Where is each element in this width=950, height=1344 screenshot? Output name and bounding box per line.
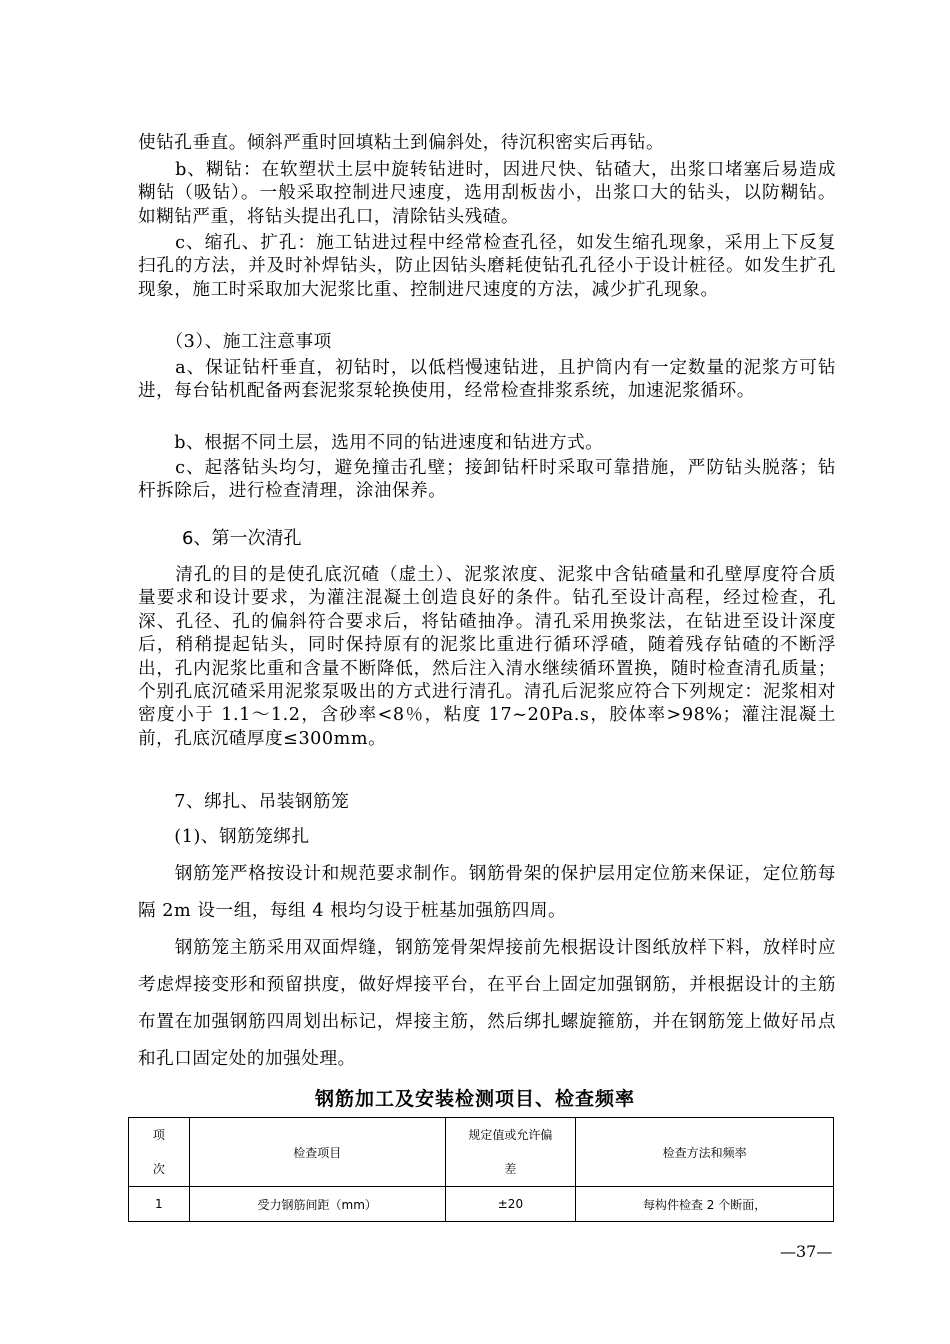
paragraph-6: b、根据不同土层，选用不同的钻进速度和钻进方式。	[138, 433, 604, 453]
header-method: 检查方法和频率	[576, 1118, 834, 1187]
section-7-heading: 7、绑扎、吊装钢筋笼	[138, 792, 350, 812]
inspection-table	[128, 1117, 834, 1222]
header-item-number-top: 项	[152, 1128, 165, 1142]
paragraph-7: c、起落钻头均匀，避免撞击孔壁；接卸钻杆时采取可靠措施，严防钻头脱落；钻杆拆除后，进行检查清理，涂油保养。	[138, 458, 836, 502]
table-title: 钢筋加工及安装检测项目、检查频率	[314, 1088, 635, 1110]
section-6-heading: 6、第一次清孔	[182, 528, 302, 549]
page-number: —37—	[780, 1242, 833, 1261]
header-item-number-bottom: 次	[152, 1162, 165, 1176]
paragraph-3: c、缩孔、扩孔：施工钻进过程中经常检查孔径，如发生缩孔现象，采用上下反复扫孔的方法，并及时补焊钻头，防止因钻头磨耗使钻孔孔径小于设计桩径。如发生扩孔现象，施工时采取加大泥浆比重、控制进尺速度的方法，减少扩孔现象。	[138, 233, 836, 300]
paragraph-4: （3）、施工注意事项	[138, 332, 332, 352]
section-7-subheading: (1)、钢筋笼绑扎	[138, 827, 310, 847]
section-7-paragraph-1: 钢筋笼严格按设计和规范要求制作。钢筋骨架的保护层用定位筋来保证，定位筋每隔 2m 设一组，每组 4 根均匀设于桩基加强筋四周。	[138, 864, 836, 921]
cell-method: 每构件检查 2 个断面，	[576, 1187, 834, 1222]
cell-item: 受力钢筋间距（mm）	[189, 1187, 445, 1222]
header-tolerance	[445, 1118, 575, 1187]
header-item-number	[129, 1118, 190, 1187]
cell-number: 1	[129, 1187, 190, 1222]
table-row	[129, 1187, 834, 1222]
header-inspection-item: 检查项目	[189, 1118, 445, 1187]
header-tolerance-top: 规定值或允许偏	[468, 1128, 553, 1142]
paragraph-1: 使钻孔垂直。倾斜严重时回填粘土到偏斜处，待沉积密实后再钻。	[138, 133, 665, 153]
paragraph-5: a、保证钻杆垂直，初钻时，以低档慢速钻进，且护筒内有一定数量的泥浆方可钻进，每台钻机配备两套泥浆泵轮换使用，经常检查排浆系统，加速泥浆循环。	[138, 358, 836, 402]
paragraph-2: b、糊钻：在软塑状土层中旋转钻进时，因进尺快、钻碴大，出浆口堵塞后易造成糊钻（吸钻）。一般采取控制进尺速度，选用刮板齿小，出浆口大的钻头，以防糊钻。如糊钻严重，将钻头提出孔口，清除钻头残碴。	[138, 160, 836, 227]
header-tolerance-bottom: 差	[504, 1162, 517, 1176]
section-7-paragraph-2: 钢筋笼主筋采用双面焊缝，钢筋笼骨架焊接前先根据设计图纸放样下料，放样时应考虑焊接变形和预留拱度，做好焊接平台，在平台上固定加强钢筋，并根据设计的主筋布置在加强钢筋四周划出标记，焊接主筋，然后绑扎螺旋箍筋，并在钢筋笼上做好吊点和孔口固定处的加强处理。	[138, 938, 836, 1069]
cell-value: ±20	[445, 1187, 575, 1222]
table-header-row	[129, 1118, 834, 1187]
section-6-body: 清孔的目的是使孔底沉碴（虚土）、泥浆浓度、泥浆中含钻碴量和孔壁厚度符合质量要求和设计要求，为灌注混凝土创造良好的条件。钻孔至设计高程，经过检查，孔深、孔径、孔的偏斜符合要求后，将钻碴抽净。清孔采用换浆法，在钻进至设计深度后，稍稍提起钻头，同时保持原有的泥浆比重进行循环浮碴，随着残存钻碴的不断浮出，孔内泥浆比重和含量不断降低，然后注入清水继续循环置换，随时检查清孔质量；个别孔底沉碴采用泥浆泵吸出的方式进行清孔。清孔后泥浆应符合下列规定：泥浆相对密度小于 1.1～1.2，含砂率<8％，粘度 17~20Pa.s，胶体率>98%；灌注混凝土前，孔底沉碴厚度≤300mm。	[138, 565, 836, 749]
